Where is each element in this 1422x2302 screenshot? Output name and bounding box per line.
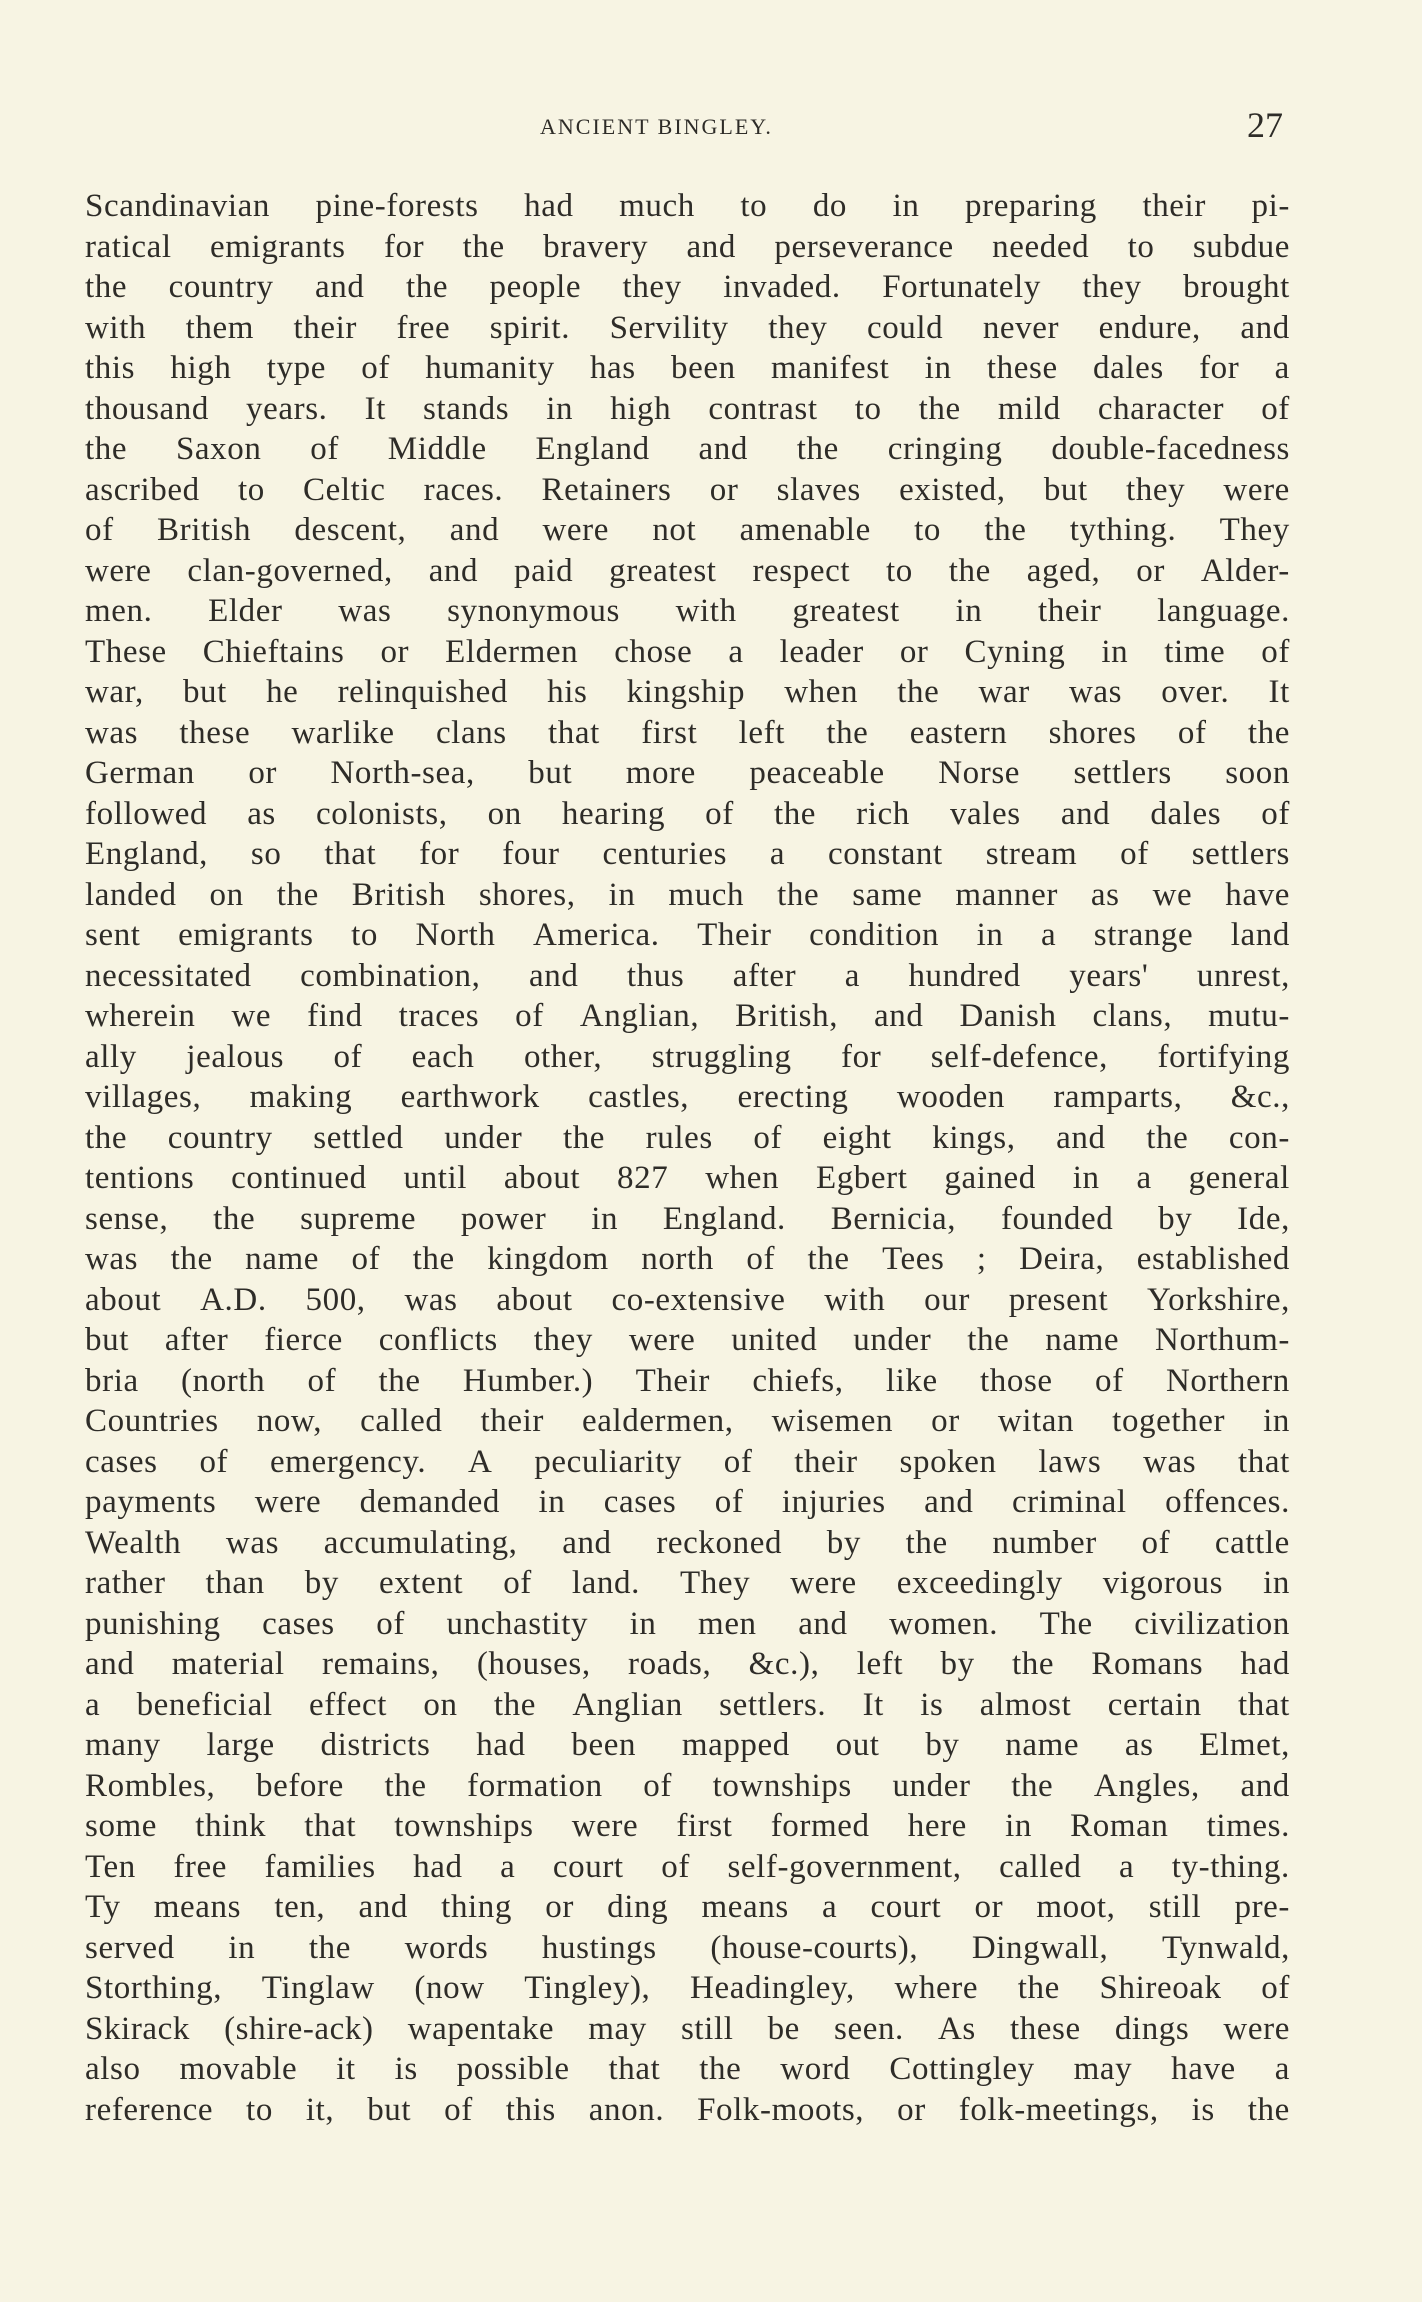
text-line: some think that townships were first formed here in Roman times.: [85, 1808, 1290, 1844]
text-line: German or North-sea, but more peaceable Norse settlers soon: [85, 755, 1290, 791]
page-number: 27: [1247, 105, 1283, 145]
text-line: many large districts had been mapped out by name as Elmet,: [85, 1727, 1290, 1763]
text-line: with them their free spirit. Servility they could never endure, and: [85, 309, 1290, 346]
text-line: this high type of humanity has been manifest in these dales for a: [85, 350, 1290, 386]
text-line: villages, making earthwork castles, erecting wooden ramparts, &c.,: [85, 1079, 1290, 1115]
text-line: bria (north of the Humber.) Their chiefs, like those of Northern: [85, 1362, 1290, 1399]
text-line: and material remains, (houses, roads, &c.), left by the Romans had: [85, 1646, 1290, 1682]
text-line: of British descent, and were not amenable to the tything. They: [85, 512, 1290, 548]
text-line: followed as colonists, on hearing of the rich vales and dales of: [85, 795, 1290, 832]
text-line: payments were demanded in cases of injuries and criminal offences.: [85, 1484, 1290, 1520]
text-line: about A.D. 500, was about co-extensive with our present Yorkshire,: [85, 1281, 1290, 1318]
text-line: landed on the British shores, in much the same manner as we have: [85, 876, 1290, 913]
text-line: also movable it is possible that the word Cottingley may have a: [85, 2051, 1290, 2087]
text-line: ally jealous of each other, struggling for self-defence, fortifying: [85, 1038, 1290, 1075]
text-line: was these warlike clans that first left the eastern shores of the: [85, 714, 1290, 751]
text-line: Rombles, before the formation of townships under the Angles, and: [85, 1767, 1290, 1804]
page-header: [0, 105, 1422, 150]
text-line: Ten free families had a court of self-government, called a ty-thing.: [85, 1848, 1290, 1885]
text-line: England, so that for four centuries a constant stream of settlers: [85, 836, 1290, 872]
text-line: the Saxon of Middle England and the cringing double-facedness: [85, 431, 1290, 467]
text-line: served in the words hustings (house-courts), Dingwall, Tynwald,: [85, 1929, 1290, 1966]
text-line: war, but he relinquished his kingship when the war was over. It: [85, 674, 1290, 710]
text-line: a beneficial effect on the Anglian settlers. It is almost certain that: [85, 1686, 1290, 1723]
text-line: These Chieftains or Eldermen chose a leader or Cyning in time of: [85, 633, 1290, 670]
text-line: necessitated combination, and thus after a hundred years' unrest,: [85, 957, 1290, 994]
text-line: was the name of the kingdom north of the Tees ; Deira, established: [85, 1241, 1290, 1277]
text-line: Countries now, called their ealdermen, wisemen or witan together in: [85, 1403, 1290, 1439]
text-line: reference to it, but of this anon. Folk-moots, or folk-meetings, is the: [85, 2091, 1290, 2128]
text-line: wherein we find traces of Anglian, British, and Danish clans, mutu-: [85, 998, 1290, 1034]
text-line: punishing cases of unchastity in men and women. The civilization: [85, 1605, 1290, 1642]
text-line: Wealth was accumulating, and reckoned by the number of cattle: [85, 1524, 1290, 1561]
text-line: Storthing, Tinglaw (now Tingley), Headingley, where the Shireoak of: [85, 1970, 1290, 2006]
text-line: the country settled under the rules of eight kings, and the con-: [85, 1119, 1290, 1156]
text-line: Skirack (shire-ack) wapentake may still be seen. As these dings were: [85, 2010, 1290, 2047]
text-line: sense, the supreme power in England. Bernicia, founded by Ide,: [85, 1200, 1290, 1237]
body-text: [85, 186, 1290, 2130]
running-title: ANCIENT BINGLEY.: [540, 114, 773, 139]
text-line: the country and the people they invaded. Fortunately they brought: [85, 269, 1290, 305]
text-line: Scandinavian pine-forests had much to do in preparing their pi-: [85, 188, 1290, 224]
text-line: ascribed to Celtic races. Retainers or slaves existed, but they were: [85, 471, 1290, 508]
text-line: but after fierce conflicts they were united under the name Northum-: [85, 1322, 1290, 1358]
text-line: ratical emigrants for the bravery and perseverance needed to subdue: [85, 228, 1290, 265]
text-line: were clan-governed, and paid greatest respect to the aged, or Alder-: [85, 552, 1290, 589]
text-line: Ty means ten, and thing or ding means a court or moot, still pre-: [85, 1889, 1290, 1925]
text-line: thousand years. It stands in high contrast to the mild character of: [85, 390, 1290, 427]
text-line: tentions continued until about 827 when Egbert gained in a general: [85, 1160, 1290, 1196]
text-line: sent emigrants to North America. Their condition in a strange land: [85, 917, 1290, 953]
text-line: men. Elder was synonymous with greatest in their language.: [85, 593, 1290, 629]
text-line: rather than by extent of land. They were exceedingly vigorous in: [85, 1565, 1290, 1601]
text-line: cases of emergency. A peculiarity of their spoken laws was that: [85, 1443, 1290, 1480]
